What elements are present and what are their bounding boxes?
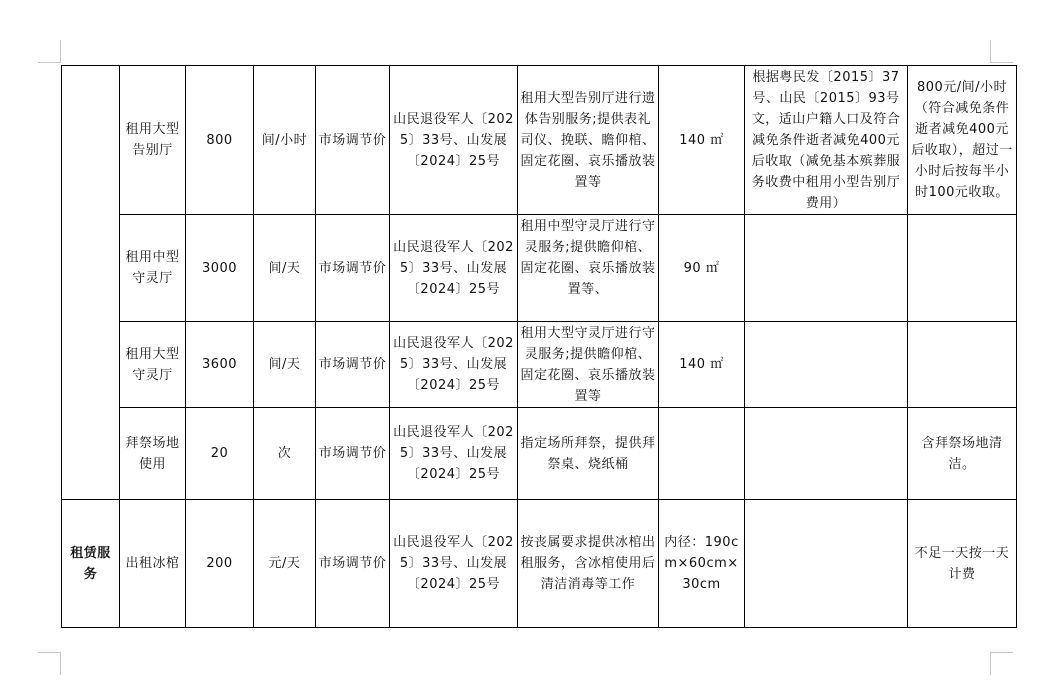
item-name: 出租冰棺 (120, 500, 186, 628)
pricing-method-cell: 市场调节价 (316, 500, 390, 628)
basis-cell: 山民退役军人〔2025〕33号、山发展〔2024〕25号 (390, 500, 518, 628)
spec-cell: 90 ㎡ (659, 215, 745, 322)
service-cell: 指定场所拜祭，提供拜祭桌、烧纸桶 (518, 408, 659, 500)
spec-cell: 140 ㎡ (659, 66, 745, 215)
remark-cell: 800元/间/小时（符合减免条件逝者减免400元后收取），超过一小时后按每半小时100元收取。 (908, 66, 1017, 215)
table-row (62, 500, 1017, 628)
pricing-method-cell: 市场调节价 (316, 408, 390, 500)
basis-cell: 山民退役军人〔2025〕33号、山发展〔2024〕25号 (390, 408, 518, 500)
basis-cell: 山民退役军人〔2025〕33号、山发展〔2024〕25号 (390, 322, 518, 408)
relief-cell (745, 322, 908, 408)
category-cell: 租赁服务 (62, 500, 120, 628)
spec-cell: 140 ㎡ (659, 322, 745, 408)
price-cell: 800 (186, 66, 254, 215)
relief-cell: 根据粤民发〔2015〕37号、山民〔2015〕93号文，适山户籍人口及符合减免条件逝者减免400元后收取（减免基本殡葬服务收费中租用小型告别厅费用） (745, 66, 908, 215)
fee-table (61, 65, 1017, 628)
remark-cell (908, 215, 1017, 322)
pricing-method-cell: 市场调节价 (316, 215, 390, 322)
table-row (62, 322, 1017, 408)
pricing-method-cell: 市场调节价 (316, 66, 390, 215)
service-cell: 租用大型告别厅进行遗体告别服务;提供表礼司仪、挽联、瞻仰棺、固定花圈、哀乐播放装置等 (518, 66, 659, 215)
basis-cell: 山民退役军人〔2025〕33号、山发展〔2024〕25号 (390, 66, 518, 215)
item-name: 拜祭场地使用 (120, 408, 186, 500)
relief-cell (745, 500, 908, 628)
category-cell (62, 66, 120, 500)
price-cell: 200 (186, 500, 254, 628)
corner-mark-bottom-right (990, 652, 1013, 675)
unit-cell: 间/天 (254, 215, 316, 322)
item-name: 租用中型守灵厅 (120, 215, 186, 322)
service-cell: 租用大型守灵厅进行守灵服务;提供瞻仰棺、固定花圈、哀乐播放装置等 (518, 322, 659, 408)
unit-cell: 元/天 (254, 500, 316, 628)
remark-cell: 不足一天按一天计费 (908, 500, 1017, 628)
spec-cell (659, 408, 745, 500)
item-name: 租用大型守灵厅 (120, 322, 186, 408)
price-cell: 3600 (186, 322, 254, 408)
corner-mark-top-left (38, 40, 61, 63)
table-row (62, 215, 1017, 322)
spec-cell: 内径：190cm×60cm×30cm (659, 500, 745, 628)
unit-cell: 次 (254, 408, 316, 500)
remark-cell (908, 322, 1017, 408)
service-cell: 租用中型守灵厅进行守灵服务;提供瞻仰棺、固定花圈、哀乐播放装置等、 (518, 215, 659, 322)
service-cell: 按丧属要求提供冰棺出租服务，含冰棺使用后清洁消毒等工作 (518, 500, 659, 628)
corner-mark-top-right (990, 40, 1013, 63)
relief-cell (745, 408, 908, 500)
relief-cell (745, 215, 908, 322)
corner-mark-bottom-left (38, 652, 61, 675)
pricing-method-cell: 市场调节价 (316, 322, 390, 408)
table-row (62, 66, 1017, 215)
unit-cell: 间/小时 (254, 66, 316, 215)
table-row (62, 408, 1017, 500)
remark-cell: 含拜祭场地清洁。 (908, 408, 1017, 500)
price-cell: 20 (186, 408, 254, 500)
unit-cell: 间/天 (254, 322, 316, 408)
item-name: 租用大型告别厅 (120, 66, 186, 215)
basis-cell: 山民退役军人〔2025〕33号、山发展〔2024〕25号 (390, 215, 518, 322)
price-cell: 3000 (186, 215, 254, 322)
